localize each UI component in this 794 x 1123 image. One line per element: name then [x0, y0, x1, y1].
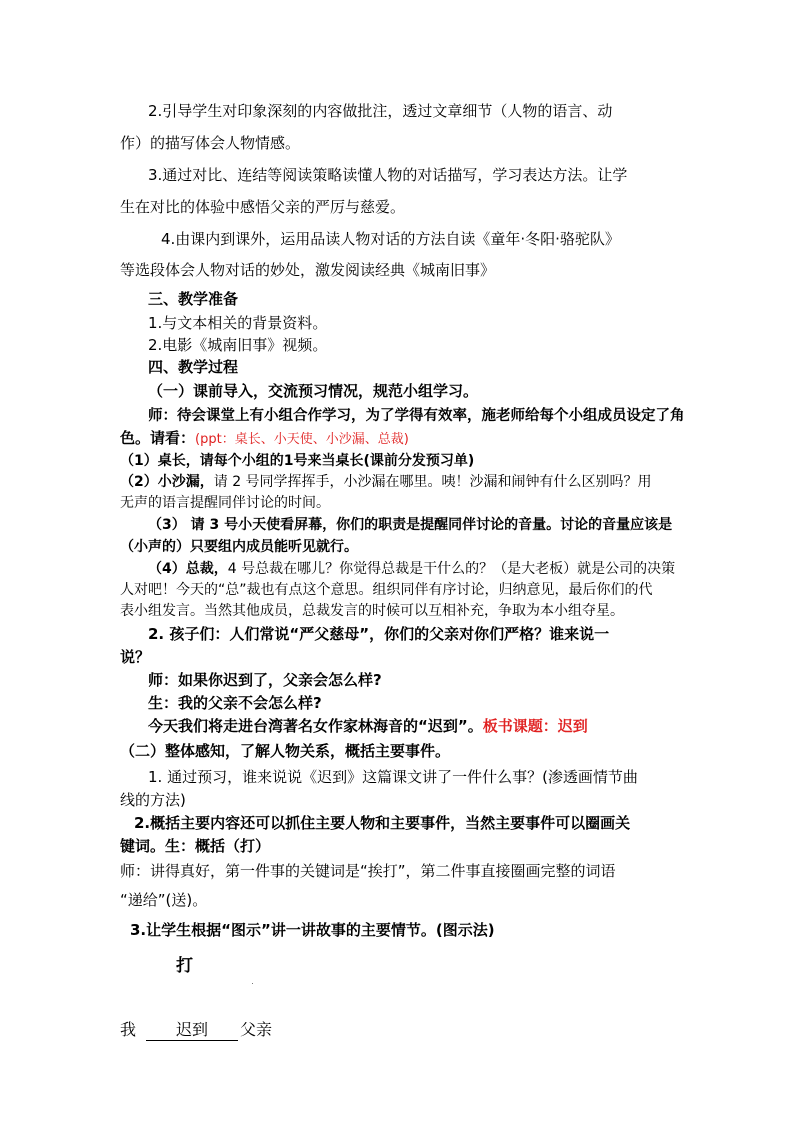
role-2-text: 请 2 号同学挥挥手，小沙漏在哪里。咦！沙漏和闹钟有什么区别吗？用 — [213, 474, 652, 490]
teacher-roles-line2 — [120, 428, 409, 450]
diagram-underline — [146, 1040, 238, 1041]
step-1-line1: 1. 通过预习，谁来说说《迟到》这篇课文讲了一件什么事？(渗透画情节曲 — [148, 768, 638, 786]
role-2-title: （2）小沙漏， — [120, 474, 214, 490]
step-2-line2: 键词。生：概括（打） — [120, 837, 271, 855]
role-4-text: 4 号总裁在哪儿？你觉得总裁是干什么的？（是大老板）就是公司的决策 — [227, 561, 676, 577]
student-answer: 生：我的父亲不会怎么样? — [148, 694, 322, 712]
lesson-intro — [148, 716, 588, 736]
lesson-intro-text: 今天我们将走进台湾著名女作家林海音的“迟到”。 — [148, 717, 483, 735]
teacher-roles-line1: 师：待会课堂上有小组合作学习，为了学得有效率，施老师给每个小组成员设定了角 — [148, 408, 685, 424]
role-4-title: （4）总裁， — [148, 561, 228, 577]
teacher-roles-prefix: 色。请看： — [120, 429, 196, 447]
section-heading-process: 四、教学过程 — [148, 358, 239, 376]
step-3: 3.让学生根据“图示”讲一讲故事的主要情节。(图示法) — [130, 921, 495, 939]
role-3-line2: （小声的）只要组内成员能听见就行。 — [120, 539, 358, 555]
teacher-comment-line2: “递给”(送)。 — [120, 891, 208, 909]
objective-3-line1: 3.通过对比、连结等阅读策略读懂人物的对话描写，学习表达方法。让学 — [148, 166, 628, 184]
subsection-heading-2: （二）整体感知，了解人物关系，概括主要事件。 — [120, 742, 451, 760]
board-title-note: 板书课题：迟到 — [482, 717, 588, 735]
ppt-roles-note: (ppt：桌长、小天使、小沙漏、总裁) — [195, 432, 409, 447]
diagram-label-hit: 打 — [176, 956, 193, 976]
question-2-line2: 说？ — [120, 648, 151, 666]
question-2-line1: 2. 孩子们：人们常说“严父慈母”，你们的父亲对你们严格？谁来说一 — [148, 625, 610, 643]
objective-4-line1: 4.由课内到课外，运用品读人物对话的方法自读《童年·冬阳·骆驼队》 — [161, 230, 620, 248]
diagram-label-late: 迟到 — [176, 1020, 209, 1039]
role-4-line2: 人对吧！今天的“总”裁也有点这个意思。组织同伴有序讨论，归纳意见，最后你们的代 — [120, 582, 653, 598]
objective-4-line2: 等选段体会人物对话的妙处，激发阅读经典《城南旧事》 — [120, 261, 496, 279]
role-4-line3: 表小组发言。当然其他成员，总裁发言的时候可以互相补充，争取为本小组夺星。 — [120, 603, 624, 619]
role-3-line1: （3） 请 3 号小天使看屏幕，你们的职责是提醒同伴讨论的音量。讨论的音量应该是 — [148, 517, 673, 533]
role-4-line1 — [148, 559, 675, 579]
objective-2-line2: 作）的描写体会人物情感。 — [120, 134, 301, 152]
objective-3-line2: 生在对比的体验中感悟父亲的严厉与慈爱。 — [120, 198, 406, 216]
role-2-line1 — [120, 472, 652, 492]
diagram-label-father: 父亲 — [240, 1020, 273, 1039]
step-1-line2: 线的方法) — [120, 791, 186, 809]
teacher-question: 师：如果你迟到了，父亲会怎么样? — [148, 671, 382, 689]
role-2-line2: 无声的语言提醒同伴讨论的时间。 — [120, 495, 330, 511]
section-heading-preparation: 三、教学准备 — [148, 290, 239, 308]
objective-2-line1: 2.引导学生对印象深刻的内容做批注，透过文章细节（人物的语言、动 — [148, 102, 613, 120]
step-2-line1: 2.概括主要内容还可以抓住主要人物和主要事件，当然主要事件可以圈画关 — [134, 814, 631, 832]
diagram-label-me: 我 — [120, 1020, 137, 1039]
role-1-desk-leader: （1）桌长，请每个小组的1号来当桌长(课前分发预习单) — [120, 453, 475, 469]
preparation-item-2: 2.电影《城南旧事》视频。 — [148, 336, 328, 354]
preparation-item-1: 1.与文本相关的背景资料。 — [148, 314, 328, 332]
subsection-heading-1: （一）课前导入，交流预习情况，规范小组学习。 — [148, 382, 479, 400]
teacher-comment-line1: 师：讲得真好，第一件事的关键词是“挨打”，第二件事直接圈画完整的词语 — [120, 862, 616, 880]
diagram-dot — [252, 983, 253, 984]
